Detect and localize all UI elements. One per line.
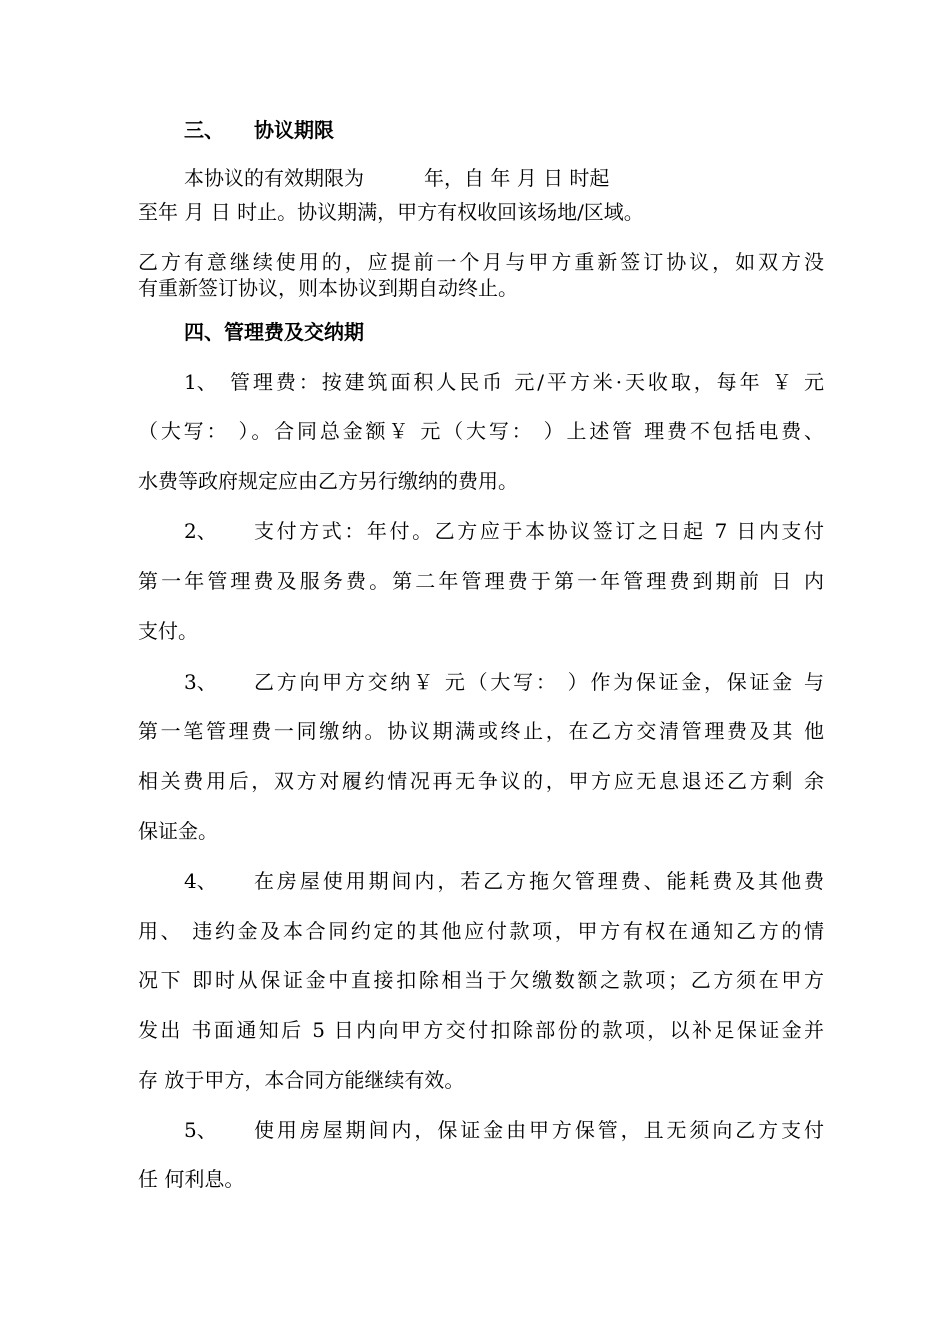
item-2-line-3: 支付。 (138, 619, 198, 643)
item-5-line-1: 使用房屋期间内，保证金由甲方保管，且无须向乙方支付 (254, 1118, 824, 1142)
item-5-number: 5、 (184, 1118, 217, 1142)
item-3-number: 3、 (184, 670, 217, 694)
item-2-number: 2、 (184, 519, 217, 543)
section-3-line-1: 本协议的有效期限为 年，自 年 月 日 时起 (184, 166, 610, 190)
item-3-line-2: 第一笔管理费一同缴纳。协议期满或终止，在乙方交清管理费及其 他 (138, 719, 824, 743)
item-4-line-5: 存 放于甲方，本合同方能继续有效。 (138, 1068, 465, 1092)
section-3-line-3: 乙方有意继续使用的，应提前一个月与甲方重新签订协议，如双方没 (138, 250, 824, 274)
section-3-line-2: 至年 月 日 时止。协议期满，甲方有权收回该场地/区域。 (138, 200, 644, 224)
item-1-number: 1、 (184, 370, 217, 394)
item-1-line-2: （大写： ）。合同总金额￥ 元（大写： ）上述管 理费不包括电费、 (138, 419, 824, 443)
item-2-line-2: 第一年管理费及服务费。第二年管理费于第一年管理费到期前 日 内 (138, 569, 824, 593)
item-2-line-1: 支付方式：年付。乙方应于本协议签订之日起 7 日内支付 (254, 519, 824, 543)
section-4-heading: 四、管理费及交纳期 (184, 320, 364, 344)
section-3-line-4: 有重新签订协议，则本协议到期自动终止。 (138, 276, 518, 300)
section-3-heading-title: 协议期限 (254, 118, 334, 142)
item-4-line-4: 发出 书面通知后 5 日内向甲方交付扣除部份的款项，以补足保证金并 (138, 1018, 824, 1042)
item-1-line-3: 水费等政府规定应由乙方另行缴纳的费用。 (138, 469, 518, 493)
section-3-heading-number: 三、 (184, 118, 224, 142)
item-3-line-1: 乙方向甲方交纳￥ 元（大写： ）作为保证金，保证金 与 (254, 670, 824, 694)
item-3-line-4: 保证金。 (138, 819, 218, 843)
item-4-line-3: 况下 即时从保证金中直接扣除相当于欠缴数额之款项；乙方须在甲方 (138, 968, 824, 992)
item-4-line-2: 用、 违约金及本合同约定的其他应付款项，甲方有权在通知乙方的情 (138, 919, 824, 943)
item-4-number: 4、 (184, 869, 217, 893)
item-5-line-2: 任 何利息。 (138, 1167, 245, 1191)
item-1-line-1: 管理费：按建筑面积人民币 元/平方米·天收取，每年 ￥ 元 (230, 370, 824, 394)
item-4-line-1: 在房屋使用期间内，若乙方拖欠管理费、能耗费及其他费 (254, 869, 824, 893)
item-3-line-3: 相关费用后，双方对履约情况再无争议的，甲方应无息退还乙方剩 余 (138, 769, 824, 793)
